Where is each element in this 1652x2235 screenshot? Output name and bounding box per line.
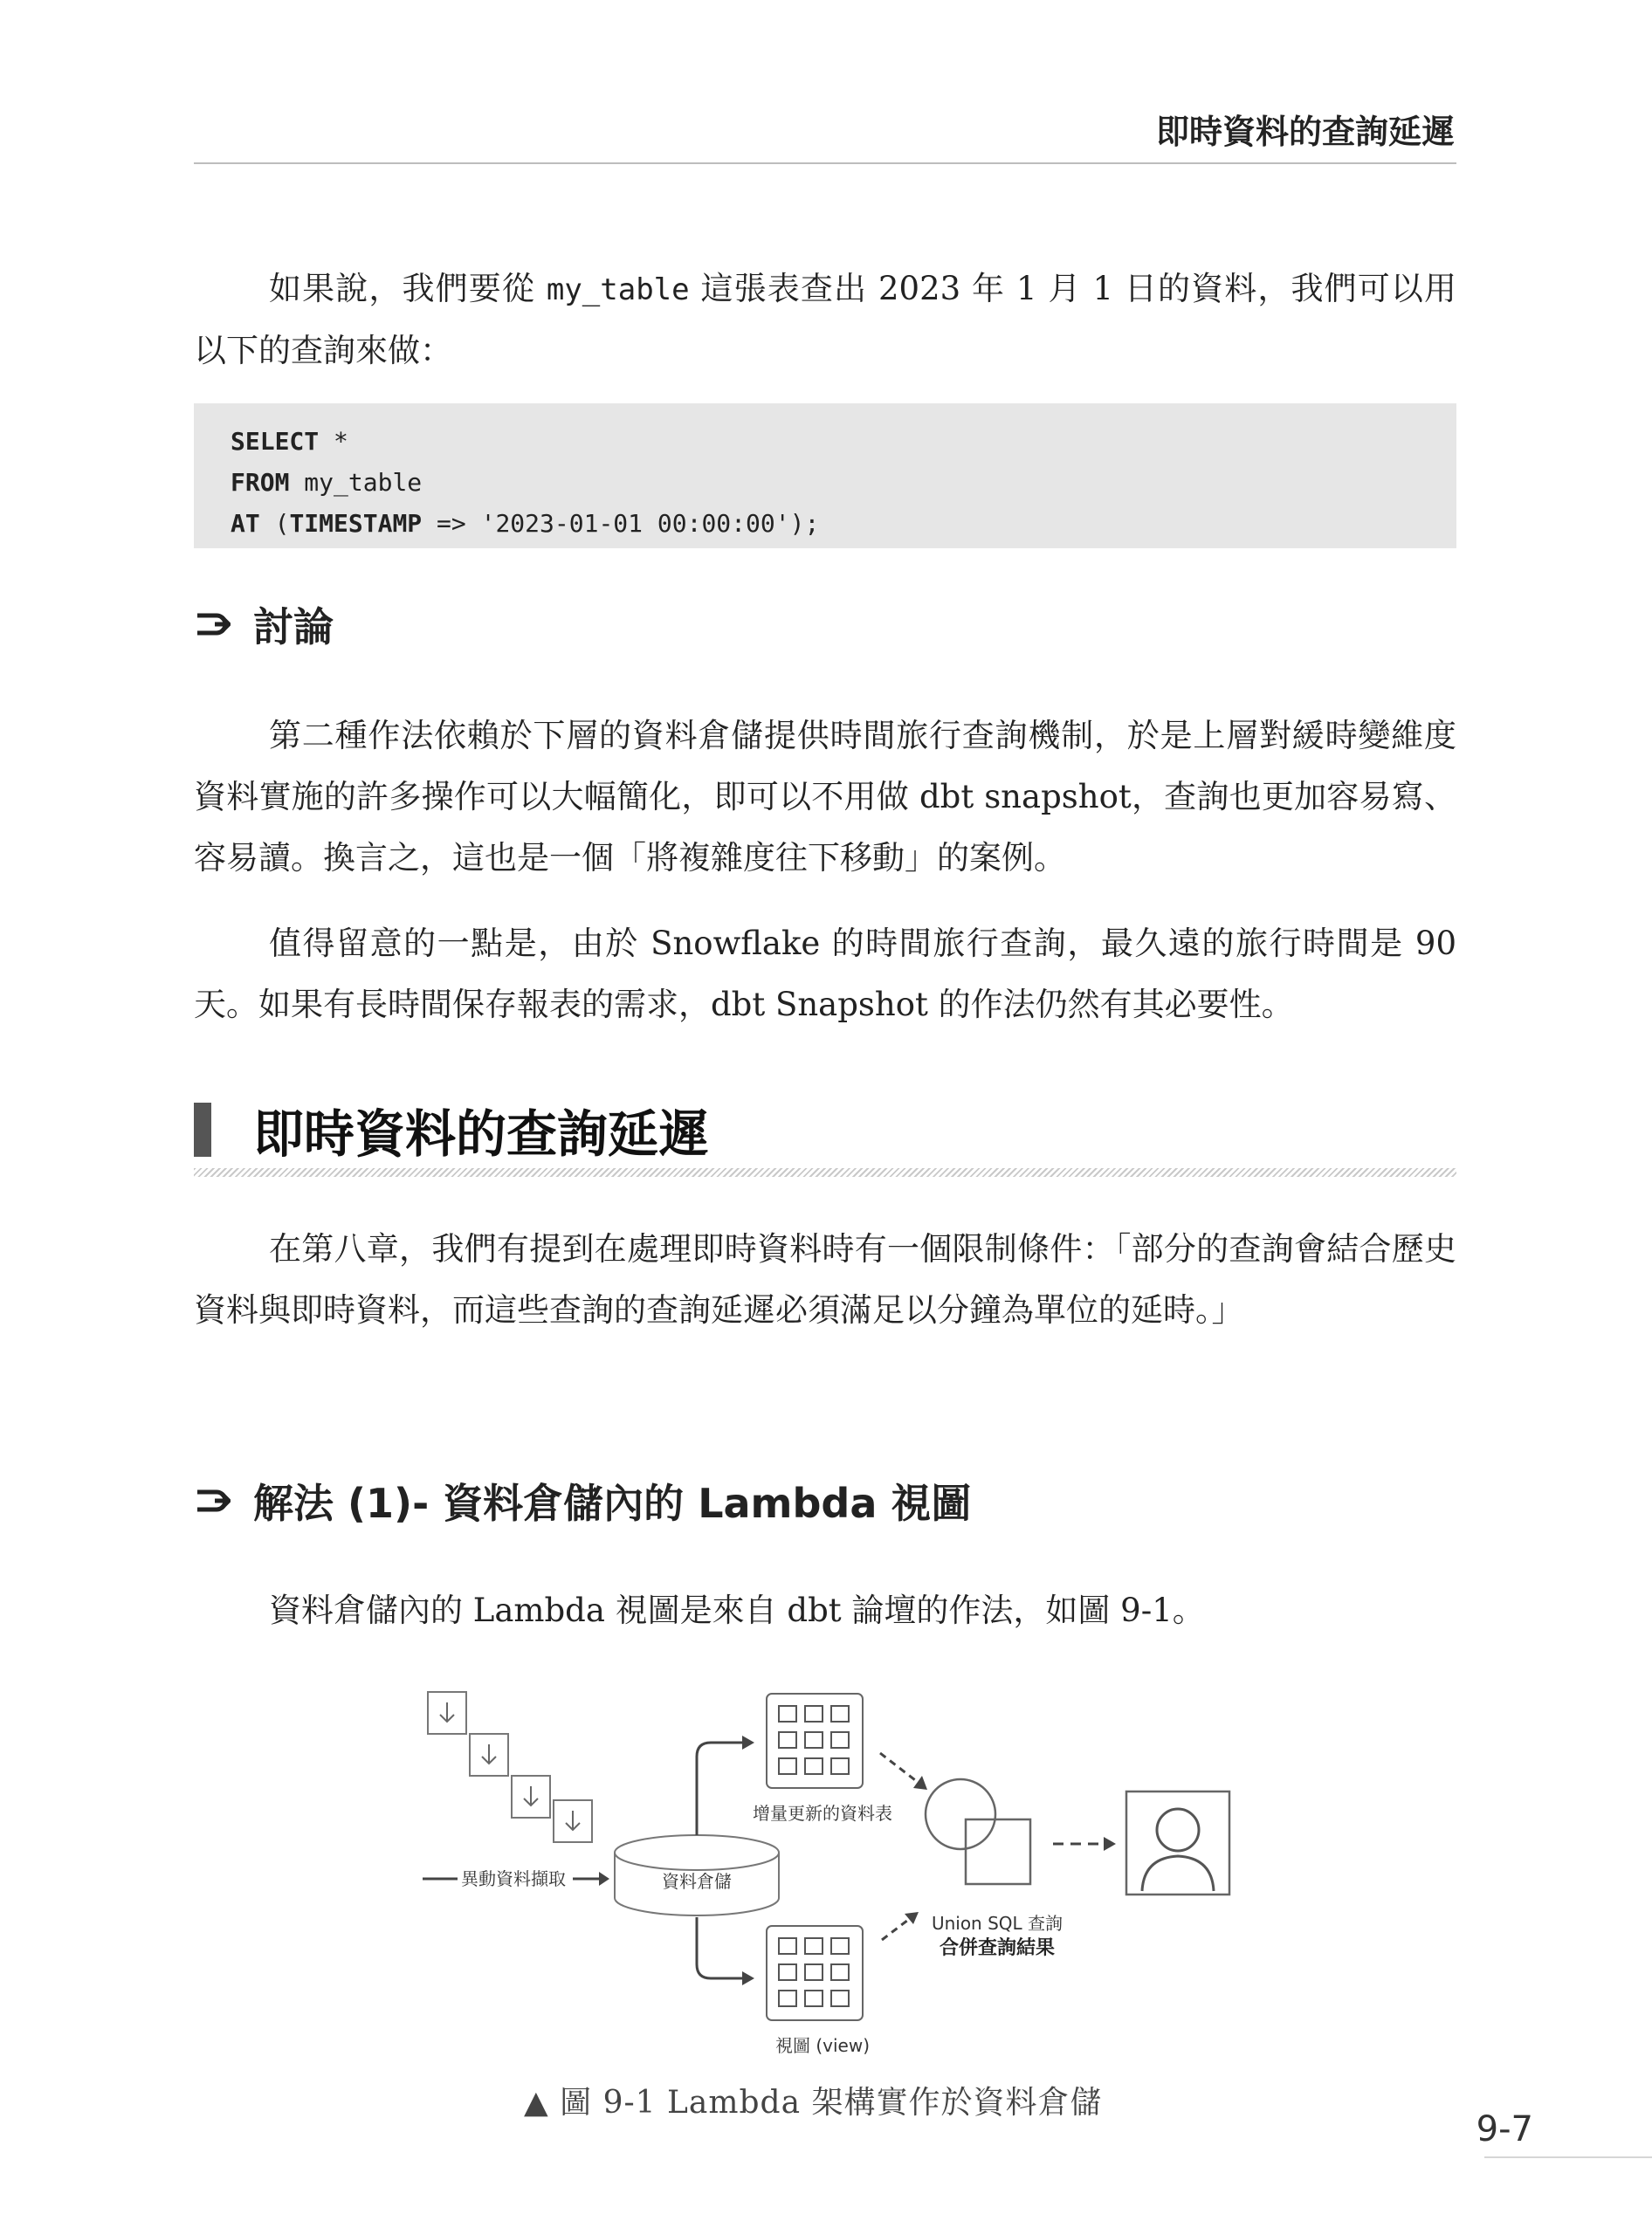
solution-heading-text: 解法 (1)- 資料倉儲內的 Lambda 視圖 <box>253 1480 972 1527</box>
section-title-text: 即時資料的查詢延遲 <box>253 1104 710 1164</box>
incremental-table-label: 增量更新的資料表 <box>753 1803 892 1824</box>
incremental-table-icon <box>767 1694 863 1788</box>
page-number: 9-7 <box>1476 2109 1533 2149</box>
code-text: * <box>319 427 348 456</box>
ingest-label: 異動資料擷取 <box>461 1868 566 1889</box>
page-number-rule <box>1484 2156 1652 2158</box>
discussion-paragraph-2: 值得留意的一點是，由於 Snowflake 的時間旅行查詢，最久遠的旅行時間是 90 天。如果有長時間保存報表的需求，dbt Snapshot 的作法仍然有其必要性。 <box>194 925 1456 1023</box>
section-paragraph: 在第八章，我們有提到在處理即時資料時有一個限制條件：「部分的查詢會結合歷史資料與即時資料，而這些查詢的查詢延遲必須滿足以分鐘為單位的延時。」 <box>194 1230 1456 1329</box>
code-line-2 <box>231 462 1420 503</box>
figure-caption: ▲ 圖 9-1 Lambda 架構實作於資料倉儲 <box>524 2085 1103 2121</box>
code-line-3 <box>231 503 1420 544</box>
code-text: => '2023-01-01 00:00:00'); <box>422 509 820 538</box>
union-icon <box>926 1779 1030 1884</box>
code-keyword: TIMESTAMP <box>289 509 423 538</box>
code-keyword: FROM <box>231 468 290 497</box>
user-icon <box>1126 1791 1229 1895</box>
result-arrowhead <box>1104 1837 1116 1851</box>
warehouse-label: 資料倉儲 <box>662 1871 732 1892</box>
view-table-icon <box>767 1926 863 2020</box>
section-rule <box>194 1168 1456 1177</box>
solution-paragraph: 資料倉儲內的 Lambda 視圖是來自 dbt 論壇的作法，如圖 9-1。 <box>269 1592 1205 1629</box>
code-block <box>194 403 1456 548</box>
solution-heading <box>194 1472 971 1530</box>
hook-arrow-icon <box>194 609 231 640</box>
cdc-records <box>428 1692 592 1842</box>
lower-arrowhead <box>742 1971 754 1985</box>
code-text: ( <box>259 509 290 538</box>
intro-text-after: 這張表查出 2023 年 1 月 1 日的資料，我們可以用以下的查詢來做： <box>194 270 1456 369</box>
discussion-paragraph-1: 第二種作法依賴於下層的資料倉儲提供時間旅行查詢機制，於是上層對緩時變維度資料實施的許多操作可以大幅簡化，即可以不用做 dbt snapshot，查詢也更加容易寫、容易讀。換言之，這也是一個「將複雜度往下移動」的案例。 <box>194 717 1456 877</box>
upper-branch-arrow <box>697 1743 746 1835</box>
upper-arrowhead <box>742 1736 754 1750</box>
intro-text-before: 如果說，我們要從 <box>269 270 547 307</box>
code-line-1 <box>231 421 1420 462</box>
section-bar <box>194 1103 211 1157</box>
discussion-heading-text: 討論 <box>253 603 334 650</box>
union-label: Union SQL 查詢 <box>931 1913 1063 1934</box>
upper-dashed-arrowhead <box>913 1776 927 1790</box>
upper-dashed-arrow <box>880 1753 919 1783</box>
ingest-arrowhead <box>599 1872 609 1886</box>
running-title: 即時資料的查詢延遲 <box>1155 113 1455 151</box>
code-keyword: SELECT <box>231 427 320 456</box>
code-keyword: AT <box>231 509 260 538</box>
hook-arrow-icon <box>194 1485 231 1516</box>
lambda-diagram <box>410 1676 1249 2060</box>
section-title <box>194 1098 710 1164</box>
discussion-heading <box>194 595 334 653</box>
code-text: my_table <box>289 468 423 497</box>
lower-dashed-arrow <box>882 1917 912 1940</box>
lower-branch-arrow <box>697 1917 746 1978</box>
inline-code: my_table <box>546 272 690 307</box>
header-rule <box>194 162 1456 164</box>
view-label: 視圖 (view) <box>774 2035 871 2056</box>
merged-label: 合併查詢結果 <box>939 1937 1056 1959</box>
intro-paragraph <box>194 258 1456 382</box>
